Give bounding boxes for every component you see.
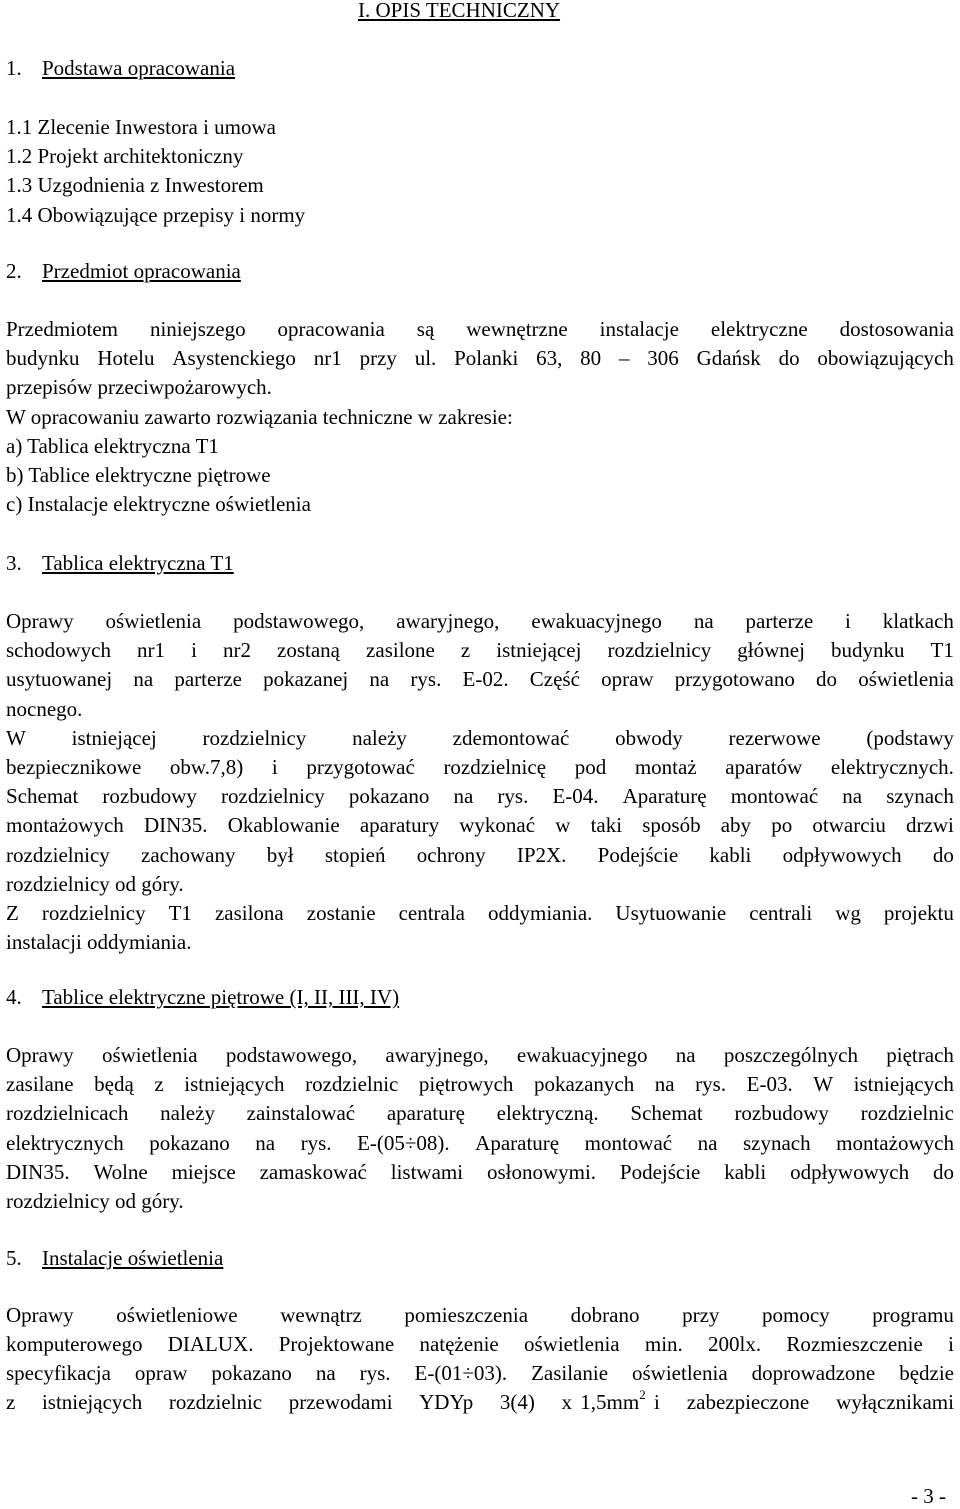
paragraph-line: rozdzielnicy od góry. [6, 871, 184, 896]
word: E-(01÷03). [414, 1361, 508, 1386]
paragraph-line [6, 1334, 954, 1355]
word: i [845, 609, 851, 633]
word: zainstalować [246, 1101, 356, 1126]
word: w [555, 813, 571, 838]
section-3-heading: 3. Tablica elektryczna T1 [6, 551, 234, 575]
word: montażowych [836, 1130, 954, 1155]
word: opraw [601, 667, 654, 692]
section-5-heading: 5. Instalacje oświetlenia [6, 1246, 224, 1270]
word: na [133, 667, 154, 692]
word: oświetlenia [105, 609, 202, 633]
word: pokazano [211, 1361, 292, 1386]
word: rozdzielnicach [6, 1101, 129, 1126]
word: montować [730, 784, 819, 809]
word: i [191, 638, 197, 663]
word: należy [160, 1101, 215, 1126]
word: do [816, 667, 838, 692]
word: elektryczną. [496, 1101, 599, 1126]
word: istniejących [184, 1072, 285, 1097]
paragraph-line [6, 319, 954, 340]
word: dostosowania [839, 317, 954, 341]
word: rezerwowe [728, 725, 821, 750]
word: miejsce [171, 1159, 236, 1184]
word: będą [94, 1072, 134, 1097]
word: zasilane [6, 1072, 74, 1097]
section-1-heading: 1. Podstawa opracowania [6, 56, 236, 80]
word: zostanie [306, 901, 376, 925]
word: będzie [899, 1361, 954, 1386]
word: przygotować [306, 755, 415, 779]
word: zasilone [366, 638, 435, 663]
paragraph-line [6, 1387, 954, 1414]
paragraph-line [6, 611, 954, 632]
word: zostaną [277, 638, 340, 663]
word: przewodami [288, 1390, 393, 1414]
list-item: 1.2 Projekt architektoniczny [6, 144, 244, 169]
word: opraw [134, 1361, 188, 1386]
word: po [771, 813, 793, 838]
word: istniejącej [71, 725, 157, 750]
line-after-unit [654, 1392, 954, 1413]
word: 80 [580, 346, 602, 371]
word: (podstawy [866, 725, 954, 750]
word: obwody [615, 725, 683, 750]
word: ul. [414, 346, 437, 371]
word: oświetlenia [632, 1361, 728, 1386]
paragraph-line [6, 1159, 954, 1184]
word: ewakuacyjnego [531, 609, 662, 633]
word: zdemontować [452, 725, 570, 750]
word: otwarciu [812, 813, 886, 838]
word: E-(05÷08). [357, 1130, 450, 1155]
word: Projektowane [278, 1332, 395, 1357]
word: rys. [497, 784, 529, 809]
word: rozdzielnicę [443, 755, 547, 779]
word: nr1 [137, 638, 166, 663]
word: centrali [749, 901, 813, 925]
word: dobrano [570, 1303, 640, 1327]
word: pod [574, 755, 607, 779]
word: elektrycznych [6, 1130, 124, 1155]
word: na [693, 609, 714, 633]
word: Oprawy [6, 1303, 74, 1327]
word: na [315, 1361, 336, 1386]
word: wewnętrzne [466, 317, 568, 341]
word: awaryjnego, [396, 609, 500, 633]
word: istniejących [853, 1072, 954, 1097]
word: rozdzielnic [305, 1072, 399, 1097]
word: rys. [300, 1130, 332, 1155]
word: – [618, 346, 630, 371]
word: specyfikacja [6, 1361, 111, 1386]
word: parterze [174, 667, 242, 692]
paragraph-line: nocnego. [6, 696, 83, 721]
word: Podejście [597, 842, 679, 867]
word: schodowych [6, 638, 111, 663]
word: Asystenckiego [172, 346, 296, 371]
word: na [842, 784, 863, 809]
word: natężenie [419, 1332, 499, 1357]
word: piętrowych [418, 1072, 514, 1097]
list-item: 1.4 Obowiązujące przepisy i normy [6, 202, 306, 227]
word: rozdzielnic [860, 1101, 954, 1126]
paragraph-line [6, 815, 954, 836]
word: T1 [930, 638, 954, 663]
word: ewakuacyjnego [516, 1043, 648, 1067]
word: Wolne [93, 1159, 148, 1184]
list-item: 1.1 Zlecenie Inwestora i umowa [6, 115, 276, 139]
word: rys. [410, 667, 442, 692]
paragraph-line [6, 1074, 954, 1095]
paragraph-line [6, 669, 954, 690]
word: z [460, 638, 471, 663]
section-4-heading: 4. Tablice elektryczne piętrowe (I, II, III, IV) [6, 985, 400, 1009]
word: rozdzielnic [168, 1390, 263, 1414]
word: DIALUX. [167, 1332, 254, 1357]
word: Oprawy [6, 609, 74, 633]
word: istniejącej [496, 638, 582, 663]
word: 63, [536, 346, 563, 371]
word: Oprawy [6, 1043, 74, 1067]
word: istniejących [41, 1390, 143, 1414]
word: drzwi [906, 813, 954, 838]
word: do [932, 1159, 954, 1184]
word: oświetlenia [858, 667, 954, 692]
word: Aparaturę [475, 1130, 560, 1155]
word: budynku [6, 346, 80, 371]
word: do [932, 842, 954, 867]
word: piętrach [886, 1043, 954, 1067]
word: nr1 [313, 346, 342, 371]
word: na [453, 784, 474, 809]
word: montażowych [6, 813, 124, 838]
word: i [271, 755, 278, 779]
word: przy [682, 1303, 720, 1327]
word: z [6, 1390, 16, 1414]
word: komputerowego [6, 1332, 143, 1357]
word: na [697, 1130, 718, 1155]
word: zachowany [141, 842, 236, 867]
word: aby [720, 813, 752, 838]
word: Polanki [454, 346, 519, 371]
word: odpływowych [790, 1159, 910, 1184]
paragraph-line [6, 1130, 954, 1155]
word: T1 [168, 901, 192, 925]
word: szynach [742, 1130, 811, 1155]
word: rozdzielnicy [6, 842, 110, 867]
word: rys. [695, 1072, 727, 1097]
word: rozdzielnicy [202, 725, 307, 750]
word: wg [835, 901, 861, 925]
word: podstawowego, [233, 609, 365, 633]
paragraph-line [6, 786, 954, 807]
word: na [255, 1130, 276, 1155]
word: projektu [883, 901, 954, 925]
paragraph-line: przepisów przeciwpożarowych. [6, 375, 272, 400]
word: W [813, 1072, 834, 1097]
word: wykonać [459, 813, 536, 838]
word: należy [352, 725, 407, 750]
word: bezpiecznikowe [6, 755, 142, 779]
paragraph-line: rozdzielnicy od góry. [6, 1189, 184, 1213]
word: pomocy [762, 1303, 830, 1327]
list-item: a) Tablica elektryczna T1 [6, 433, 219, 458]
word: DIN35. [143, 813, 208, 838]
word: rys. [359, 1361, 391, 1386]
word: podstawowego, [225, 1043, 358, 1067]
word: aparaturę [386, 1101, 465, 1126]
paragraph-line [6, 725, 954, 750]
word: przy [359, 346, 397, 371]
word: rozdzielnicy [41, 901, 146, 925]
word: montaż [634, 755, 697, 779]
word: z [154, 1072, 164, 1097]
word: budynku [831, 638, 905, 663]
word: zabezpieczone [686, 1390, 810, 1414]
page-number: - 3 - [911, 1484, 946, 1508]
word: zamaskować [259, 1159, 367, 1184]
word: kabli [724, 1159, 767, 1184]
word: Zasilanie [531, 1361, 609, 1386]
word: Rozmieszczenie [786, 1332, 923, 1357]
word: odpływowych [782, 842, 902, 867]
word: oświetlenia [523, 1332, 620, 1357]
word: rozbudowy [734, 1101, 829, 1126]
word: parterze [745, 609, 814, 633]
document-title: I. OPIS TECHNICZNY [358, 0, 561, 22]
word: Usytuowanie [615, 901, 727, 925]
word: W [6, 725, 26, 750]
word: programu [872, 1303, 954, 1327]
paragraph-line [6, 348, 954, 369]
word: Podejście [619, 1159, 701, 1184]
list-item: b) Tablice elektryczne piętrowe [6, 463, 271, 487]
list-item: c) Instalacje elektryczne oświetlenia [6, 492, 311, 517]
word: głównej [737, 638, 805, 663]
word: przygotowano [674, 667, 795, 692]
word: opracowania [277, 317, 385, 341]
word: x [561, 1390, 572, 1414]
word: są [416, 317, 435, 341]
word: E-04. [552, 784, 599, 809]
word: aparatów [725, 755, 803, 779]
paragraph-line: W opracowaniu zawarto rozwiązania techniczne w zakresie: [6, 404, 513, 429]
paragraph-line [6, 1305, 954, 1326]
word: rozdzielnicy [607, 638, 712, 663]
word: aparatury [359, 813, 440, 838]
word: IP2X. [516, 842, 567, 867]
word: awaryjnego, [385, 1043, 489, 1067]
word: elektrycznych. [830, 755, 954, 779]
word: był [266, 842, 294, 867]
word: do [778, 346, 800, 371]
word: wewnątrz [280, 1303, 362, 1327]
word: E-02. [462, 667, 509, 692]
word: Schemat [6, 784, 79, 809]
paragraph-line [6, 1103, 954, 1124]
paragraph-line [6, 1045, 954, 1066]
word: oświetleniowe [116, 1303, 238, 1327]
word: pokazano [149, 1130, 230, 1155]
word: klatkach [882, 609, 954, 633]
word: zasilona [214, 901, 284, 925]
word: obw.7,8) [169, 755, 244, 779]
word: YDYp [419, 1390, 474, 1414]
word: min. [644, 1332, 683, 1357]
list-item: 1.3 Uzgodnienia z Inwestorem [6, 173, 264, 198]
word: niniejszego [149, 317, 246, 341]
word: pokazanych [533, 1072, 635, 1097]
word: oświetlenia [101, 1043, 198, 1067]
word: pokazano [348, 784, 430, 809]
word: 3(4) [499, 1390, 535, 1414]
word: na [369, 667, 390, 692]
word: szynach [886, 784, 954, 809]
word: rozdzielnicy [221, 784, 325, 809]
paragraph-line: instalacji oddymiania. [6, 930, 192, 955]
word: na [654, 1072, 675, 1097]
section-2-heading: 2. Przedmiot opracowania [6, 259, 241, 283]
word: wyłącznikami [836, 1390, 954, 1414]
word: elektryczne [710, 317, 808, 341]
word: i [653, 1390, 660, 1414]
word: E-03. [746, 1072, 793, 1097]
word: nr2 [222, 638, 251, 663]
word: oddymiania. [488, 901, 593, 925]
paragraph-line [6, 757, 954, 778]
line-before-unit [6, 1392, 572, 1413]
word: poszczególnych [723, 1043, 858, 1067]
word: sposób [642, 813, 701, 838]
word: DIN35. [6, 1159, 70, 1184]
word: 200lx. [708, 1332, 762, 1357]
word: Z [6, 901, 19, 925]
word: Część [529, 667, 580, 692]
word: i [948, 1332, 954, 1357]
word: kabli [709, 842, 752, 867]
word: Schemat [630, 1101, 703, 1126]
word: Aparaturę [622, 784, 707, 809]
word: Gdańsk [696, 346, 761, 371]
word: rozbudowy [102, 784, 197, 809]
paragraph-line [6, 1363, 954, 1384]
word: stopień [324, 842, 386, 867]
word: Okablowanie [227, 813, 340, 838]
word: montować [584, 1130, 673, 1155]
word: obowiązujących [817, 346, 954, 371]
unit-with-superscript: $1,5mm^2$ [580, 1387, 646, 1414]
paragraph-line [6, 842, 954, 867]
paragraph-line [6, 640, 954, 661]
word: usytuowanej [6, 667, 113, 692]
word: 306 [647, 346, 679, 371]
word: instalacje [599, 317, 679, 341]
word: na [675, 1043, 696, 1067]
word: pokazanej [263, 667, 349, 692]
word: Hotelu [97, 346, 155, 371]
word: osłonowymi. [486, 1159, 597, 1184]
word: ochrony [416, 842, 486, 867]
word: Przedmiotem [6, 317, 118, 341]
word: centrala [398, 901, 466, 925]
word: taki [590, 813, 623, 838]
word: listwami [390, 1159, 464, 1184]
word: pomieszczenia [404, 1303, 529, 1327]
word: doprowadzone [751, 1361, 876, 1386]
paragraph-line [6, 903, 954, 924]
